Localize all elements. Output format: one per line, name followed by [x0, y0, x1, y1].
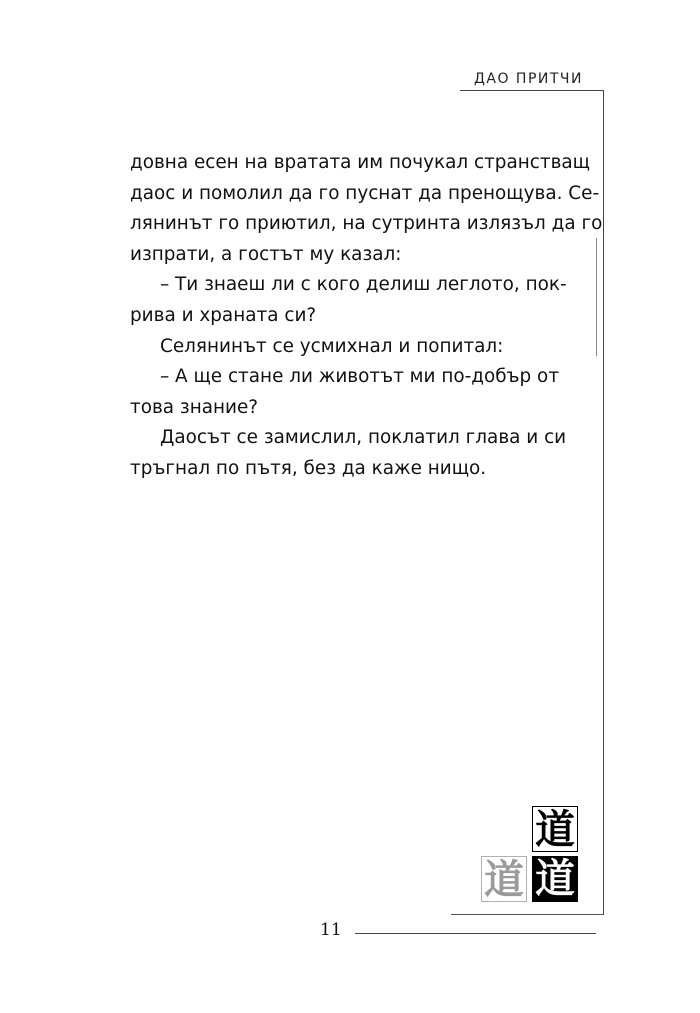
text-line: – Ти знаеш ли с кого делиш леглото, пок-	[160, 274, 567, 296]
text-line: тръгнал по пътя, без да каже нищо.	[130, 457, 487, 479]
text-line: рива и храната си?	[130, 304, 317, 326]
margin-rule	[603, 90, 604, 915]
text-line: това знание?	[130, 396, 259, 418]
dao-glyph-inverted-icon: 道	[532, 856, 578, 902]
footer-rule	[355, 933, 596, 934]
running-header-title: ДАО ПРИТЧИ	[473, 71, 583, 87]
body-text	[130, 148, 603, 485]
dao-glyph-gray-icon: 道	[481, 856, 527, 902]
text-line: довна есен на вратата им почукал странстващ	[130, 152, 591, 173]
page-number: 11	[320, 920, 342, 940]
glyph-rule	[451, 914, 604, 915]
text-line: даос и помолил да го пуснат да пренощува. Се-	[130, 182, 600, 204]
dao-glyph-outline-icon: 道	[532, 806, 578, 852]
text-line: Селянинът се усмихнал и попитал:	[160, 335, 504, 357]
header-rule	[460, 90, 604, 91]
text-line: лянинът го приютил, на сутринта излязъл да го	[130, 213, 603, 235]
text-line: изпрати, а гостът му казал:	[130, 243, 402, 265]
text-line: – А ще стане ли животът ми по-добър от	[160, 366, 560, 388]
text-line: Даосът се замислил, поклатил глава и си	[160, 427, 567, 449]
inner-margin-rule	[596, 238, 597, 356]
